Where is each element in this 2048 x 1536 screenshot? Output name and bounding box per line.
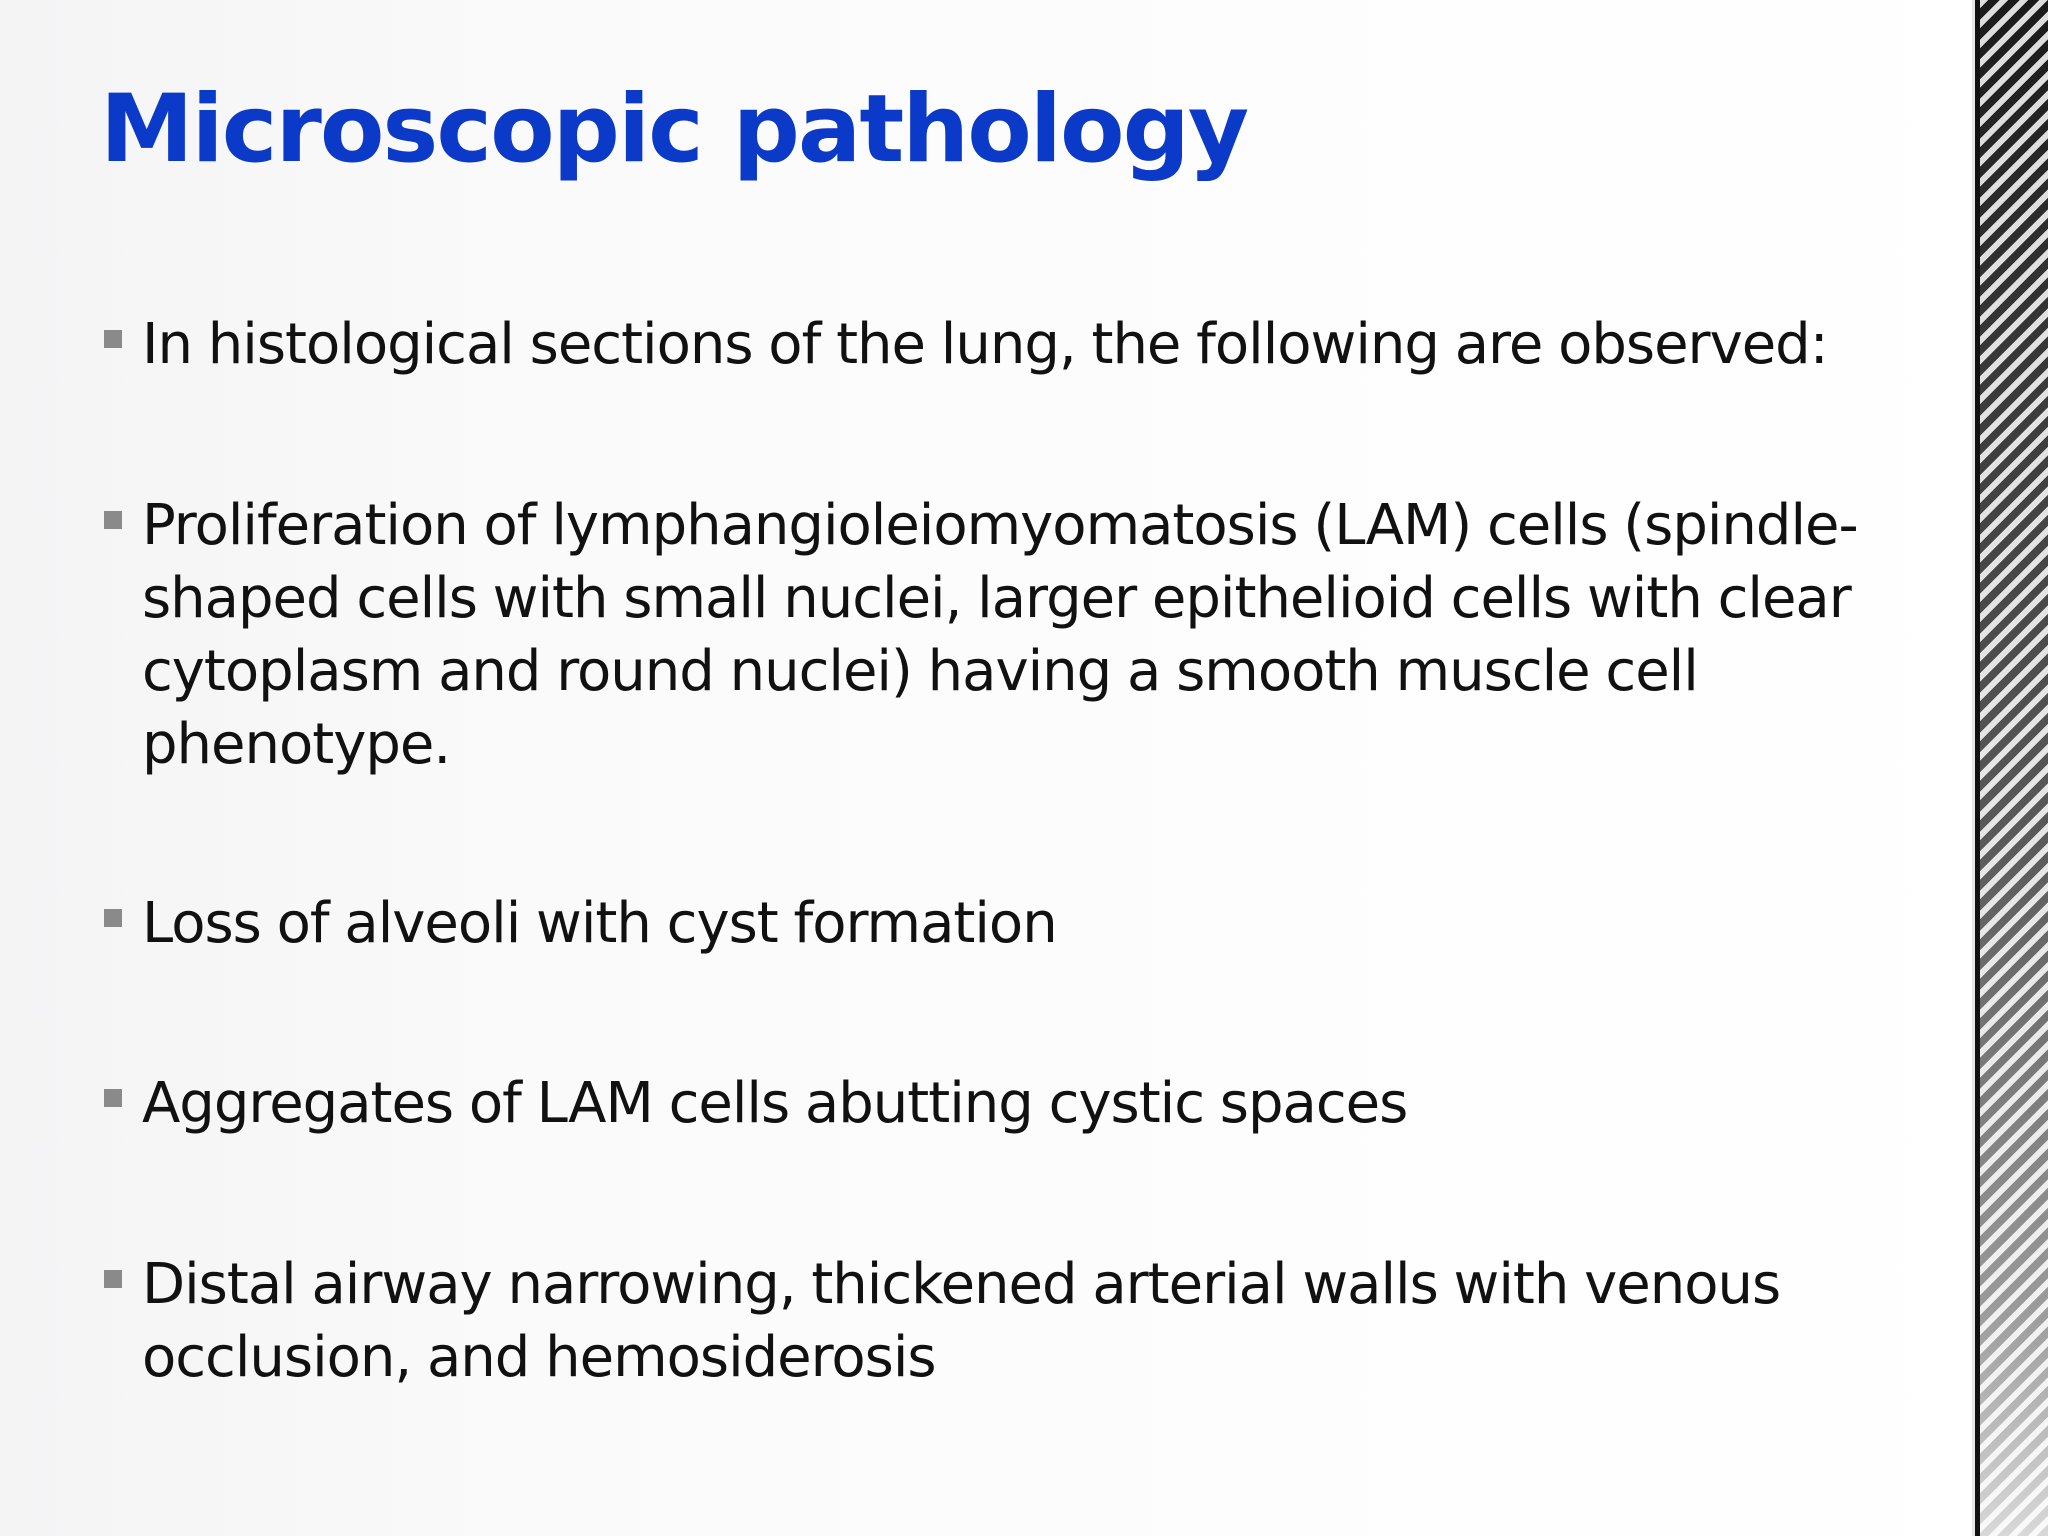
bullet-text: In histological sections of the lung, the following are observed: [142, 312, 1828, 377]
square-bullet-icon [104, 330, 122, 348]
bullet-item [104, 308, 1924, 381]
slide-title: Microscopic pathology [100, 75, 1248, 184]
bullet-item [104, 887, 1924, 960]
bullet-item [104, 489, 1924, 781]
bullet-text: Loss of alveoli with cyst formation [142, 891, 1057, 956]
decorative-side-strip [1980, 0, 2048, 1536]
bullet-text: Aggregates of LAM cells abutting cystic spaces [142, 1071, 1408, 1136]
bullet-item [104, 1067, 1924, 1140]
square-bullet-icon [104, 1089, 122, 1107]
square-bullet-icon [104, 1270, 122, 1288]
square-bullet-icon [104, 909, 122, 927]
bullet-text: Proliferation of lymphangioleiomyomatosis (LAM) cells (spindle-shaped cells with small nuclei, larger epithelioid cells with clear cytoplasm and round nuclei) having a smooth muscle cell phenotype. [142, 493, 1858, 777]
square-bullet-icon [104, 511, 122, 529]
bullet-text: Distal airway narrowing, thickened arterial walls with venous occlusion, and hemosiderosis [142, 1252, 1781, 1390]
bullet-item [104, 1248, 1924, 1394]
